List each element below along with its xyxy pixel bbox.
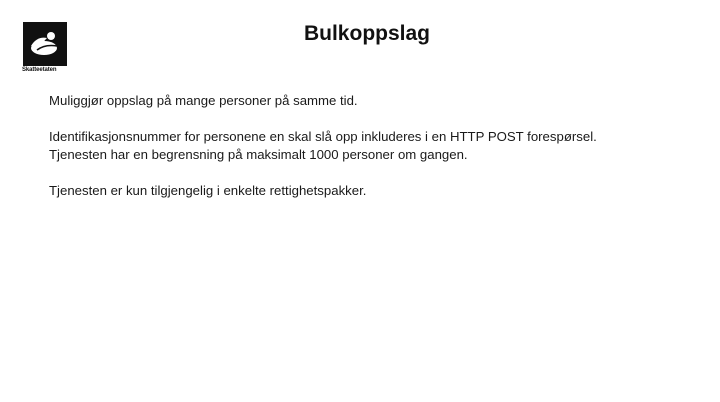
paragraph-intro: Muliggjør oppslag på mange personer på samme tid. [49,93,358,108]
paragraph-request-line-1: Identifikasjonsnummer for personene en skal slå opp inkluderes i en HTTP POST forespørsel. [49,129,597,144]
paragraph-availability: Tjenesten er kun tilgjengelig i enkelte rettighetspakker. [49,183,367,198]
paragraph-request-line-2: Tjenesten har en begrensning på maksimalt 1000 personer om gangen. [49,147,468,162]
page-title: Bulkoppslag [303,22,430,45]
description-body [49,92,699,200]
logo-text: Skatteetaten [22,67,57,73]
